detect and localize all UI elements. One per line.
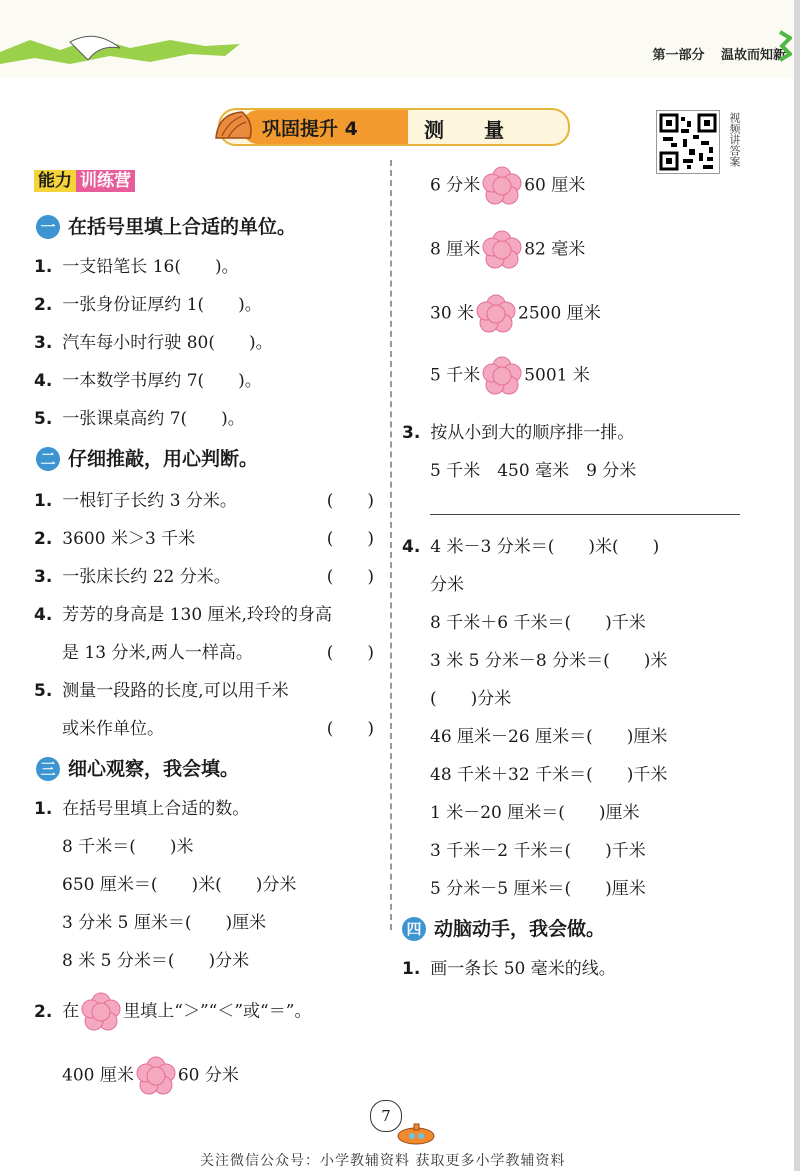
s1-item-text: 一支铅笔长 16( )。	[62, 257, 239, 277]
s2-item	[34, 486, 374, 511]
s2-item	[34, 676, 374, 701]
compare-left: 400 厘米	[62, 1065, 134, 1086]
qr-code-icon[interactable]	[656, 110, 720, 174]
answer-paren[interactable]: ( )	[326, 719, 374, 739]
answer-line[interactable]	[430, 514, 740, 515]
q3	[402, 418, 634, 443]
s3-q2-pre: 在	[62, 1001, 80, 1022]
s1-item	[34, 252, 239, 277]
s2-item-text: 芳芳的身高是 130 厘米,玲玲的身高	[62, 605, 332, 625]
section-2-heading	[36, 444, 258, 471]
section-3-number: 三	[36, 757, 60, 781]
q4-line: 分米	[430, 575, 464, 595]
compare-left: 5 千米	[430, 365, 481, 386]
s4-q1	[402, 954, 616, 979]
s2-item	[62, 714, 374, 739]
q4-line: 5 分米－5 厘米＝( )厘米	[430, 879, 646, 899]
submarine-icon	[396, 1118, 438, 1146]
q4-line: 1 米－20 厘米＝( )厘米	[430, 803, 640, 823]
flower-blank-icon[interactable]	[482, 356, 522, 396]
s1-item	[34, 366, 262, 391]
section-3-heading	[36, 754, 239, 781]
page-edge	[794, 0, 800, 1171]
s1-item-number: 3.	[34, 333, 53, 353]
s4-q1-text: 画一条长 50 毫米的线。	[430, 959, 616, 979]
q4	[402, 532, 659, 557]
header-mark-icon	[778, 30, 792, 70]
compare-right: 60 厘米	[524, 175, 586, 196]
compare-right: 82 毫米	[524, 239, 586, 260]
answer-paren[interactable]: ( )	[326, 567, 374, 587]
section-1-title: 在括号里填上合适的单位。	[68, 216, 297, 238]
s2-item-number: 4.	[34, 605, 53, 625]
section-1-number: 一	[36, 215, 60, 239]
q4-line: 48 千米＋32 千米＝( )千米	[430, 765, 668, 785]
section-3-title: 细心观察，我会填。	[68, 758, 240, 780]
s1-item-text: 汽车每小时行驶 80( )。	[62, 333, 273, 353]
compare-right: 5001 米	[524, 365, 590, 386]
section-4-number: 四	[402, 917, 426, 941]
s3-q1-line: 650 厘米＝( )米( )分米	[62, 875, 297, 895]
banner-title: 巩固提升 4	[262, 118, 358, 140]
s2-item	[34, 562, 374, 587]
q4-line: 8 千米＋6 千米＝( )千米	[430, 613, 646, 633]
s2-item	[34, 600, 374, 625]
s4-q1-number: 1.	[402, 959, 421, 979]
compare-row	[62, 1056, 239, 1096]
s2-item-text: 或米作单位。	[62, 719, 164, 739]
q4-text: 4 米－3 分米＝( )米( )	[430, 537, 660, 557]
section-4-heading	[402, 914, 605, 941]
answer-paren[interactable]: ( )	[326, 529, 374, 549]
section-2-title: 仔细推敲，用心判断。	[68, 448, 259, 470]
s3-q1	[34, 794, 249, 819]
s1-item-number: 1.	[34, 257, 53, 277]
s2-item-text: 一张床长约 22 分米。	[62, 567, 231, 587]
s2-item-text: 3600 米＞3 千米	[62, 529, 196, 549]
tag-b: 训练营	[76, 170, 135, 192]
q4-line: ( )分米	[430, 689, 512, 709]
section-2-number: 二	[36, 447, 60, 471]
flower-blank-icon[interactable]	[136, 1056, 176, 1096]
s1-item-number: 2.	[34, 295, 53, 315]
s3-q2	[34, 992, 311, 1032]
tag-a: 能力	[34, 170, 76, 192]
s2-item-number: 3.	[34, 567, 53, 587]
s2-item-text: 是 13 分米,两人一样高。	[62, 643, 253, 663]
s3-q2-number: 2.	[34, 1001, 53, 1022]
compare-row	[430, 356, 590, 396]
flower-blank-icon[interactable]	[482, 230, 522, 270]
s2-item-number: 2.	[34, 529, 53, 549]
section-1-heading	[36, 212, 296, 239]
s1-item-text: 一张身份证厚约 1( )。	[62, 295, 262, 315]
q4-line: 3 米 5 分米－8 分米＝( )米	[430, 651, 668, 671]
s3-q1-text: 在括号里填上合适的数。	[62, 799, 250, 819]
s1-item	[34, 328, 273, 353]
header-right	[640, 44, 786, 63]
s3-q1-line: 3 分米 5 厘米＝( )厘米	[62, 913, 267, 933]
section-4-title: 动脑动手，我会做。	[434, 918, 606, 940]
q4-line: 46 厘米－26 厘米＝( )厘米	[430, 727, 668, 747]
compare-row	[430, 294, 601, 334]
s1-item	[34, 404, 245, 429]
column-divider	[390, 160, 392, 930]
s2-item	[62, 638, 374, 663]
page-number: 7	[370, 1100, 402, 1132]
compare-left: 30 米	[430, 303, 475, 324]
flower-blank-icon[interactable]	[482, 166, 522, 206]
s1-item-number: 4.	[34, 371, 53, 391]
s2-item-text: 测量一段路的长度,可以用千米	[62, 681, 289, 701]
s2-item-number: 1.	[34, 491, 53, 511]
q3-items: 5 千米 450 毫米 9 分米	[430, 461, 637, 481]
flower-icon	[81, 992, 121, 1032]
s1-item-number: 5.	[34, 409, 53, 429]
q4-number: 4.	[402, 537, 421, 557]
qr-label: 视频讲答案	[728, 112, 741, 167]
shell-icon	[212, 108, 256, 144]
header-decoration-icon	[0, 34, 240, 68]
q3-number: 3.	[402, 423, 421, 443]
header-part: 第一部分	[652, 48, 705, 63]
answer-paren[interactable]: ( )	[326, 643, 374, 663]
compare-row	[430, 166, 585, 206]
s1-item-text: 一本数学书厚约 7( )。	[62, 371, 262, 391]
footer-watermark: 关注微信公众号：小学教辅资料 获取更多小学教辅资料	[200, 1153, 566, 1169]
compare-right: 60 分米	[177, 1065, 239, 1086]
s1-item	[34, 290, 262, 315]
q4-line: 3 千米－2 千米＝( )千米	[430, 841, 646, 861]
s2-item-number: 5.	[34, 681, 53, 701]
banner-topic: 测量	[424, 118, 544, 142]
s1-item-text: 一张课桌高约 7( )。	[62, 409, 245, 429]
compare-left: 8 厘米	[430, 239, 481, 260]
ability-tag	[34, 166, 135, 190]
answer-paren[interactable]: ( )	[326, 491, 374, 511]
s3-q1-number: 1.	[34, 799, 53, 819]
s3-q2-post: 里填上“＞”“＜”或“＝”。	[123, 1001, 312, 1022]
header-subtitle: 温故而知新	[720, 48, 786, 63]
compare-left: 6 分米	[430, 175, 481, 196]
compare-row	[430, 230, 585, 270]
s2-item-text: 一根钉子长约 3 分米。	[62, 491, 237, 511]
s3-q1-line: 8 米 5 分米＝( )分米	[62, 951, 250, 971]
s2-item	[34, 524, 374, 549]
compare-right: 2500 厘米	[518, 303, 601, 324]
s3-q1-line: 8 千米＝( )米	[62, 837, 194, 857]
flower-blank-icon[interactable]	[476, 294, 516, 334]
title-banner	[218, 108, 570, 146]
q3-text: 按从小到大的顺序排一排。	[430, 423, 635, 443]
